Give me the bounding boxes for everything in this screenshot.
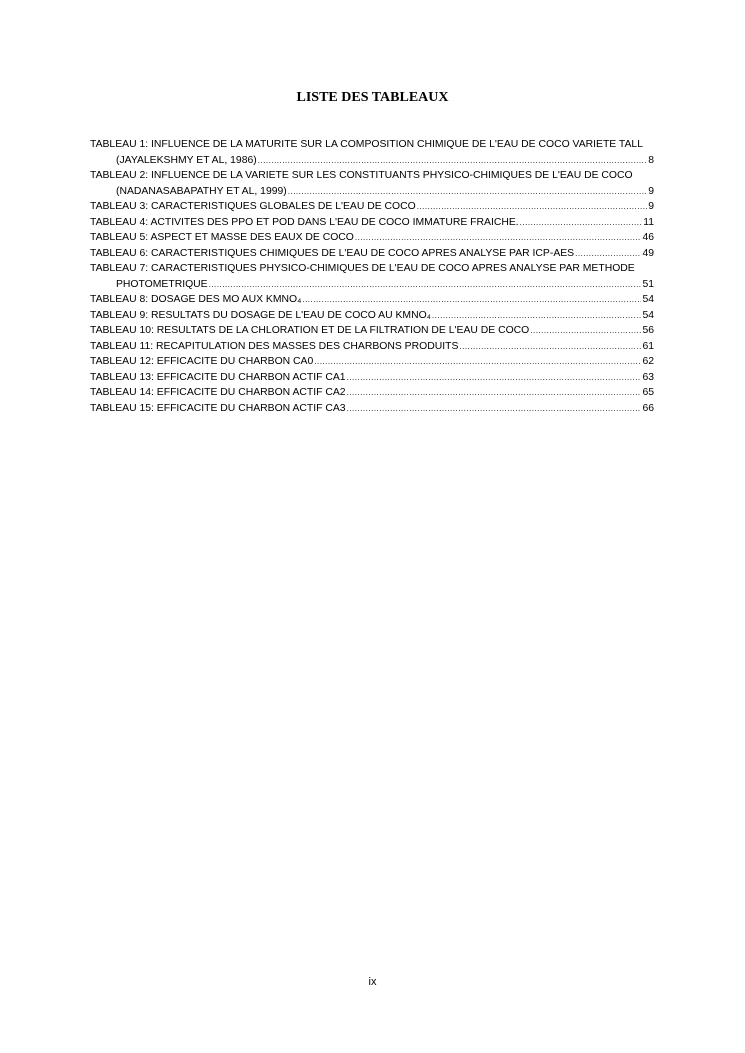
toc-entry-page: 46 [642,232,654,243]
dot-leader [431,308,642,324]
toc-entry[interactable] [90,354,654,370]
toc-entry-page: 11 [643,216,654,228]
dot-leader [313,354,641,370]
dot-leader [458,339,641,355]
toc-entry[interactable] [90,385,654,401]
dot-leader [354,230,642,246]
toc-entry-text: TABLEAU 11: RECAPITULATION DES MASSES DES CHARBONS PRODUITS [90,340,459,352]
toc-entry-text: TABLEAU 14: EFFICACITE DU CHARBON ACTIF CA2 [90,387,346,398]
toc-entry-text: TABLEAU 8: DOSAGE DES MO AUX KMNO₄ [90,294,302,305]
toc-entry[interactable] [90,246,654,262]
dot-leader [346,370,642,386]
toc-entry-text: TABLEAU 7: CARACTERISTIQUES PHYSICO-CHIMIQUES DE L'EAU DE COCO APRES ANALYSE PAR METHODE [90,263,635,274]
toc-entry[interactable] [90,230,654,246]
toc-entry-text: TABLEAU 12: EFFICACITE DU CHARBON CA0 [90,356,314,367]
toc-entry[interactable] [90,137,654,168]
toc-entry[interactable] [90,199,654,215]
toc-entry[interactable] [90,308,654,324]
toc-entry-page: 51 [642,278,654,290]
toc-entry-page: 65 [642,387,654,398]
dot-leader [529,323,641,339]
page-title: LISTE DES TABLEAUX [296,90,449,105]
toc-entry-text: TABLEAU 10: RESULTATS DE LA CHLORATION ET DE LA FILTRATION DE L'EAU DE COCO [90,325,530,336]
toc-entry-text: TABLEAU 4: ACTIVITES DES PPO ET POD DANS L'EAU DE COCO IMMATURE FRAICHE. [90,216,519,228]
dot-leader [287,184,647,200]
table-of-tables [90,137,654,416]
page-number: ix [368,976,377,988]
toc-entry-text: (NADANASABAPATHY ET AL, 1999) [116,185,287,197]
toc-entry-page: 49 [642,247,654,259]
dot-leader [346,385,642,401]
toc-entry-page: 54 [642,309,654,321]
toc-entry-text: TABLEAU 2: INFLUENCE DE LA VARIETE SUR LES CONSTITUANTS PHYSICO-CHIMIQUES DE L'EAU DE COCO [90,170,633,181]
dot-leader [519,215,643,231]
dot-leader [257,153,647,169]
toc-entry[interactable] [90,261,654,292]
toc-entry-text: PHOTOMETRIQUE [116,278,208,290]
dot-leader [416,199,648,215]
toc-entry[interactable] [90,215,654,231]
toc-entry-page: 66 [642,402,654,414]
toc-entry-page: 8 [648,154,654,166]
toc-entry-text: TABLEAU 1: INFLUENCE DE LA MATURITE SUR LA COMPOSITION CHIMIQUE DE L'EAU DE COCO VARIETE TALL [90,139,643,150]
toc-entry-page: 54 [642,294,654,305]
dot-leader [574,246,641,262]
toc-entry-text: TABLEAU 3: CARACTERISTIQUES GLOBALES DE L'EAU DE COCO [90,201,416,212]
toc-entry-page: 56 [642,325,654,336]
toc-entry-page: 63 [642,371,654,383]
toc-entry-page: 9 [648,201,654,212]
toc-entry[interactable] [90,401,654,417]
toc-entry-page: 61 [642,340,654,352]
toc-entry-text: TABLEAU 9: RESULTATS DU DOSAGE DE L'EAU DE COCO AU KMNO₄ [90,309,431,321]
toc-entry-text: TABLEAU 15: EFFICACITE DU CHARBON ACTIF CA3 [90,402,346,414]
toc-entry[interactable] [90,370,654,386]
toc-entry-text: TABLEAU 5: ASPECT ET MASSE DES EAUX DE COCO [90,232,354,243]
toc-entry-text: (JAYALEKSHMY ET AL, 1986) [116,154,257,166]
toc-entry-page: 9 [648,185,654,197]
toc-entry-page: 62 [642,356,654,367]
dot-leader [346,401,642,417]
toc-entry[interactable] [90,323,654,339]
dot-leader [301,292,641,308]
toc-entry[interactable] [90,339,654,355]
toc-entry-text: TABLEAU 13: EFFICACITE DU CHARBON ACTIF CA1 [90,371,346,383]
toc-entry-text: TABLEAU 6: CARACTERISTIQUES CHIMIQUES DE L'EAU DE COCO APRES ANALYSE PAR ICP-AES [90,247,575,259]
toc-entry[interactable] [90,292,654,308]
toc-entry[interactable] [90,168,654,199]
dot-leader [208,277,642,293]
